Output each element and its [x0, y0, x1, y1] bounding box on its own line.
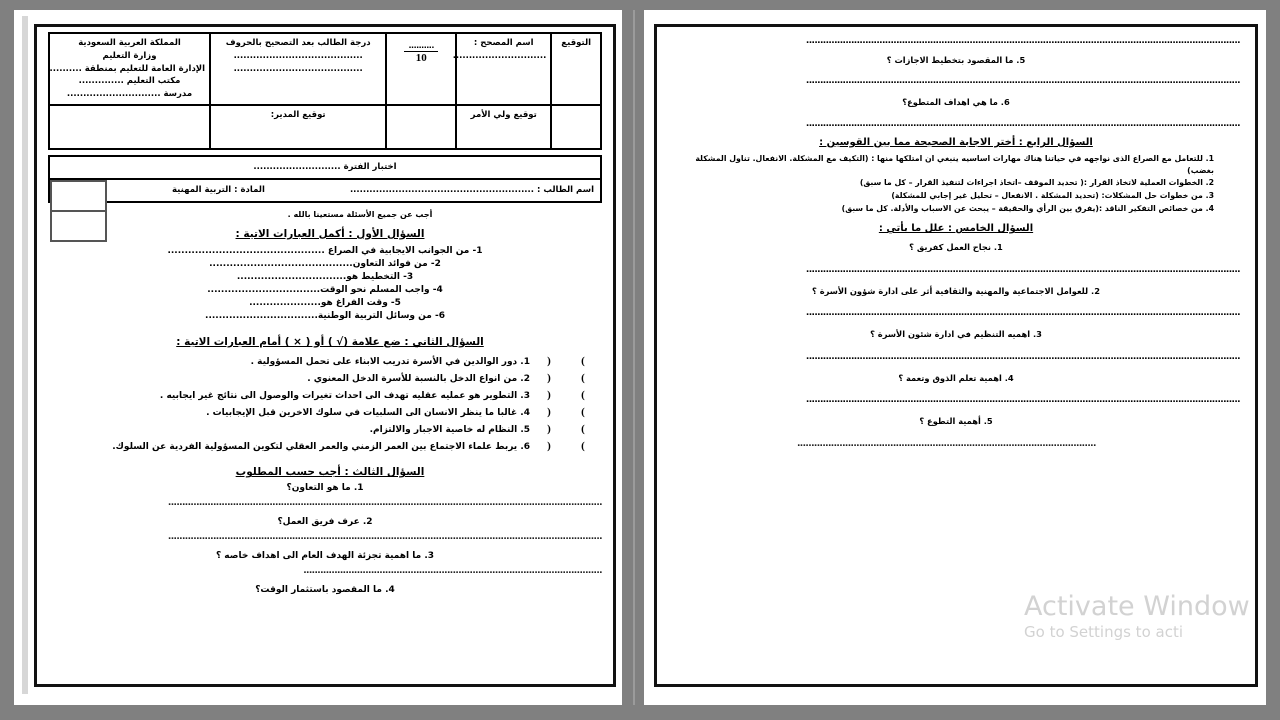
mark-denominator: 10: [415, 52, 427, 64]
question3-answer-line-3[interactable]: ..........................................................................................................: [303, 566, 602, 577]
question2-row-6: [48, 438, 602, 455]
subject-info-table: [48, 155, 602, 203]
question2-paren-open-1[interactable]: (: [547, 355, 551, 368]
org-line-2: وزارة التعليم: [102, 50, 157, 61]
question2-item-1: 1. دور الوالدين في الأسرة تدريب الابناء على تحمل المسؤولية .: [250, 357, 530, 368]
degree-dots-1: ........................................: [233, 50, 363, 61]
org-line-4: مكتب التعليم ..............: [78, 76, 181, 87]
question2-row-2: [48, 370, 602, 387]
question1-heading: السؤال الأول : أكمل العبارات الاتية :: [235, 227, 425, 240]
mark-numerator: ..........: [404, 41, 438, 52]
organization-blank-cell: [49, 105, 210, 149]
question2-paren-close-1[interactable]: ): [581, 355, 585, 368]
question2-heading: السؤال الثاني : ضع علامة (√ ) أو ( × ) أمام العبارات الاتية :: [176, 336, 484, 349]
question4-item-2: 2. الخطوات العملية لاتخاذ القرار :( تحديد الموقف –اتخاذ اجراءات لتنفيذ القرار – كل ما سبق): [859, 178, 1214, 188]
signature-header-cell: [551, 33, 601, 105]
question1-item-3: 3- التخطيط هو................................: [236, 271, 414, 282]
question3-item-3: 3. ما اهمية تجزئة الهدف العام الى اهداف خاصه ؟: [215, 551, 435, 562]
page-divider: [633, 10, 635, 705]
question2-item-4: 4. غالبا ما ينظر الانسان الى السلبيات في سلوك الاخرين قبل الإيجابيات .: [206, 408, 530, 419]
header-row-main: [49, 33, 601, 105]
mark-blank-cell: [386, 105, 456, 149]
manager-signature-label: توقيع المدير:: [270, 109, 326, 120]
question5-answer-line-1[interactable]: ..........................................................................................................................................................: [805, 264, 1240, 275]
instruction-text: أجب عن جميع الأسئلة مستعينا بالله .: [287, 209, 433, 219]
mark-cell: [386, 33, 456, 105]
exam-header-table: [48, 32, 602, 150]
question5-answer-line-3[interactable]: ..........................................................................................................................................................: [805, 351, 1240, 362]
question1-item-5: 5- وقت الفراغ هو.....................: [249, 297, 401, 308]
question2-item-5: 5. النظام له خاصية الاجبار والالتزام.: [369, 425, 530, 436]
exam-title-cell: [49, 156, 601, 179]
question4-heading: السؤال الرابع : أختر الاجابة الصحيحة مما بين القوسين :: [819, 136, 1093, 148]
exam-page-left: [14, 10, 622, 705]
question1-item-6: 6- من وسائل التربية الوطنية.................................: [205, 310, 445, 321]
student-name-group: [350, 185, 594, 195]
page2-answer-line-5[interactable]: ..........................................................................................................................................................: [805, 76, 1240, 87]
corrector-dots: .............................: [452, 50, 547, 61]
question2-row-5: [48, 421, 602, 438]
exam-title-dots: ...........................: [253, 162, 341, 173]
question2-paren-close-6[interactable]: ): [581, 440, 585, 453]
mark-fraction: [404, 37, 438, 66]
question5-answer-line-5[interactable]: ..........................................................................................................: [796, 438, 1096, 449]
question2-paren-close-5[interactable]: ): [581, 423, 585, 436]
watermark-line-1: Activate Window: [1024, 591, 1250, 622]
page-right-content: [662, 32, 1250, 683]
degree-cell: [210, 33, 386, 105]
exam-title-row: [49, 156, 601, 179]
question4-item-3: 3. من خطوات حل المشكلات: (تحديد المشكلة . الانفعال – تحليل غير إجابي للمشكلة): [891, 190, 1214, 200]
subject-label: المادة : التربية المهنية: [172, 185, 265, 196]
question2-paren-close-4[interactable]: ): [581, 406, 585, 419]
question2-paren-open-2[interactable]: (: [547, 372, 551, 385]
question2-item-6: 6. يربط علماء الاجتماع بين العمر الزمني والعمر العقلي لتكوين المسؤولية الفردية عن السلوك.: [112, 442, 530, 453]
organization-cell: [49, 33, 210, 105]
exam-page-right: [644, 10, 1266, 705]
question2-paren-open-6[interactable]: (: [547, 440, 551, 453]
header-row-signatures: [49, 105, 601, 149]
page2-answer-line-6[interactable]: ..........................................................................................................................................................: [805, 118, 1240, 129]
guardian-signature-label: توقيع ولي الأمر: [470, 109, 537, 120]
question5-item-2: 2. للعوامل الاجتماعية والمهنية والثقافية أثر على ادارة شؤون الأسرة ؟: [812, 285, 1100, 296]
question2-paren-close-3[interactable]: ): [581, 389, 585, 402]
signature-blank-cell: [551, 105, 601, 149]
guardian-signature-cell: [456, 105, 551, 149]
exam-title-label: اختبار الفترة: [343, 162, 397, 173]
degree-dots-2: ........................................: [233, 63, 363, 74]
marks-box-upper: [52, 182, 105, 212]
question3-item-1: 1. ما هو التعاون؟: [286, 483, 364, 494]
page-edge-shadow: [22, 16, 28, 694]
page-left-content: [38, 28, 612, 683]
question4-item-1: 1. للتعامل مع الصراع الذى نواجهه في حياتنا هناك مهارات اساسيه ينبغي ان امتلكها منها : (التكيف مع المشكلة. الانفعال. تناول المشكلة بغضب): [695, 153, 1214, 175]
watermark-line-2: Go to Settings to acti: [1024, 623, 1184, 641]
marks-boxes: [50, 180, 107, 242]
question2-paren-open-3[interactable]: (: [547, 389, 551, 402]
question2-paren-open-4[interactable]: (: [547, 406, 551, 419]
corrector-label: اسم المصحح :: [473, 38, 534, 48]
question2-item-3: 3. التطوير هو عمليه عقليه تهدف الى احداث تغيرات والوصول الى نتائج غير ايجابيه .: [159, 391, 530, 402]
question2-paren-close-2[interactable]: ): [581, 372, 585, 385]
question5-answer-line-4[interactable]: ..........................................................................................................................................................: [805, 395, 1240, 406]
question2-item-2: 2. من انواع الدخل بالنسبة للأسرة الدخل المعنوي .: [307, 374, 530, 385]
org-line-3: الإدارة العامة للتعليم بمنطقة ..........: [49, 63, 206, 74]
question2-paren-open-5[interactable]: (: [547, 423, 551, 436]
org-line-1: المملكة العربية السعودية: [78, 38, 181, 48]
student-name-label: اسم الطالب :: [536, 185, 594, 196]
page2-item-5: 5. ما المقصود بتخطيط الاجازات ؟: [886, 55, 1026, 65]
manager-signature-cell: [210, 105, 386, 149]
question3-heading: السؤال الثالث : أجب حسب المطلوب: [235, 466, 425, 479]
marks-box-lower: [52, 212, 105, 240]
question5-item-4: 4. اهمية تعلم الذوق وتعمة ؟: [898, 372, 1014, 383]
question3-answer-line-1[interactable]: ..........................................................................................................................................................: [167, 498, 602, 509]
question5-item-5: 5. أهمية التطوع ؟: [919, 416, 993, 427]
question5-heading: السؤال الخامس : علل ما يأتي :: [878, 223, 1034, 235]
corrector-cell: [452, 33, 551, 105]
page2-answer-line-top[interactable]: ..........................................................................................................................................................: [805, 36, 1240, 46]
question1-item-2: 2- من فوائد التعاون..........................................: [209, 258, 441, 269]
student-info-row: [49, 179, 601, 202]
student-name-dots: .........................................................: [349, 185, 534, 196]
question3-item-2: 2. عرف فريق العمل؟: [277, 517, 373, 528]
question1-item-1: 1- من الجوانب الايجابية في الصراع ..............................................: [167, 245, 483, 256]
question3-item-4: 4. ما المقصود باستثمار الوقت؟: [255, 585, 395, 596]
question2-row-1: [48, 353, 602, 370]
question2-row-3: [48, 387, 602, 404]
question5-item-3: 3. اهميه التنظيم في ادارة شئون الأسرة ؟: [870, 329, 1042, 340]
question1-item-4: 4- واجب المسلم نحو الوقت.................................: [207, 284, 443, 295]
signature-label: التوقيع: [561, 38, 592, 48]
degree-label: درجة الطالب بعد التصحيح بالحروف: [225, 38, 371, 48]
student-info-cell: [49, 179, 601, 202]
question2-row-4: [48, 404, 602, 421]
student-info-columns: [56, 185, 594, 195]
question4-item-4: 4. من خصائص التفكير الناقد :(يفرق بين الرأي والحقيقة – يبحث عن الاسباب والأدلة. كل ما سبق): [841, 203, 1214, 213]
question3-answer-line-2[interactable]: ..........................................................................................................................................................: [167, 532, 602, 543]
page2-item-6: 6. ما هي اهداف المتطوع؟: [902, 97, 1010, 108]
org-line-5: مدرسة .............................: [66, 89, 193, 99]
question5-answer-line-2[interactable]: ..........................................................................................................................................................: [805, 308, 1240, 319]
question5-item-1: 1. نجاح العمل كفريق ؟: [909, 242, 1003, 253]
